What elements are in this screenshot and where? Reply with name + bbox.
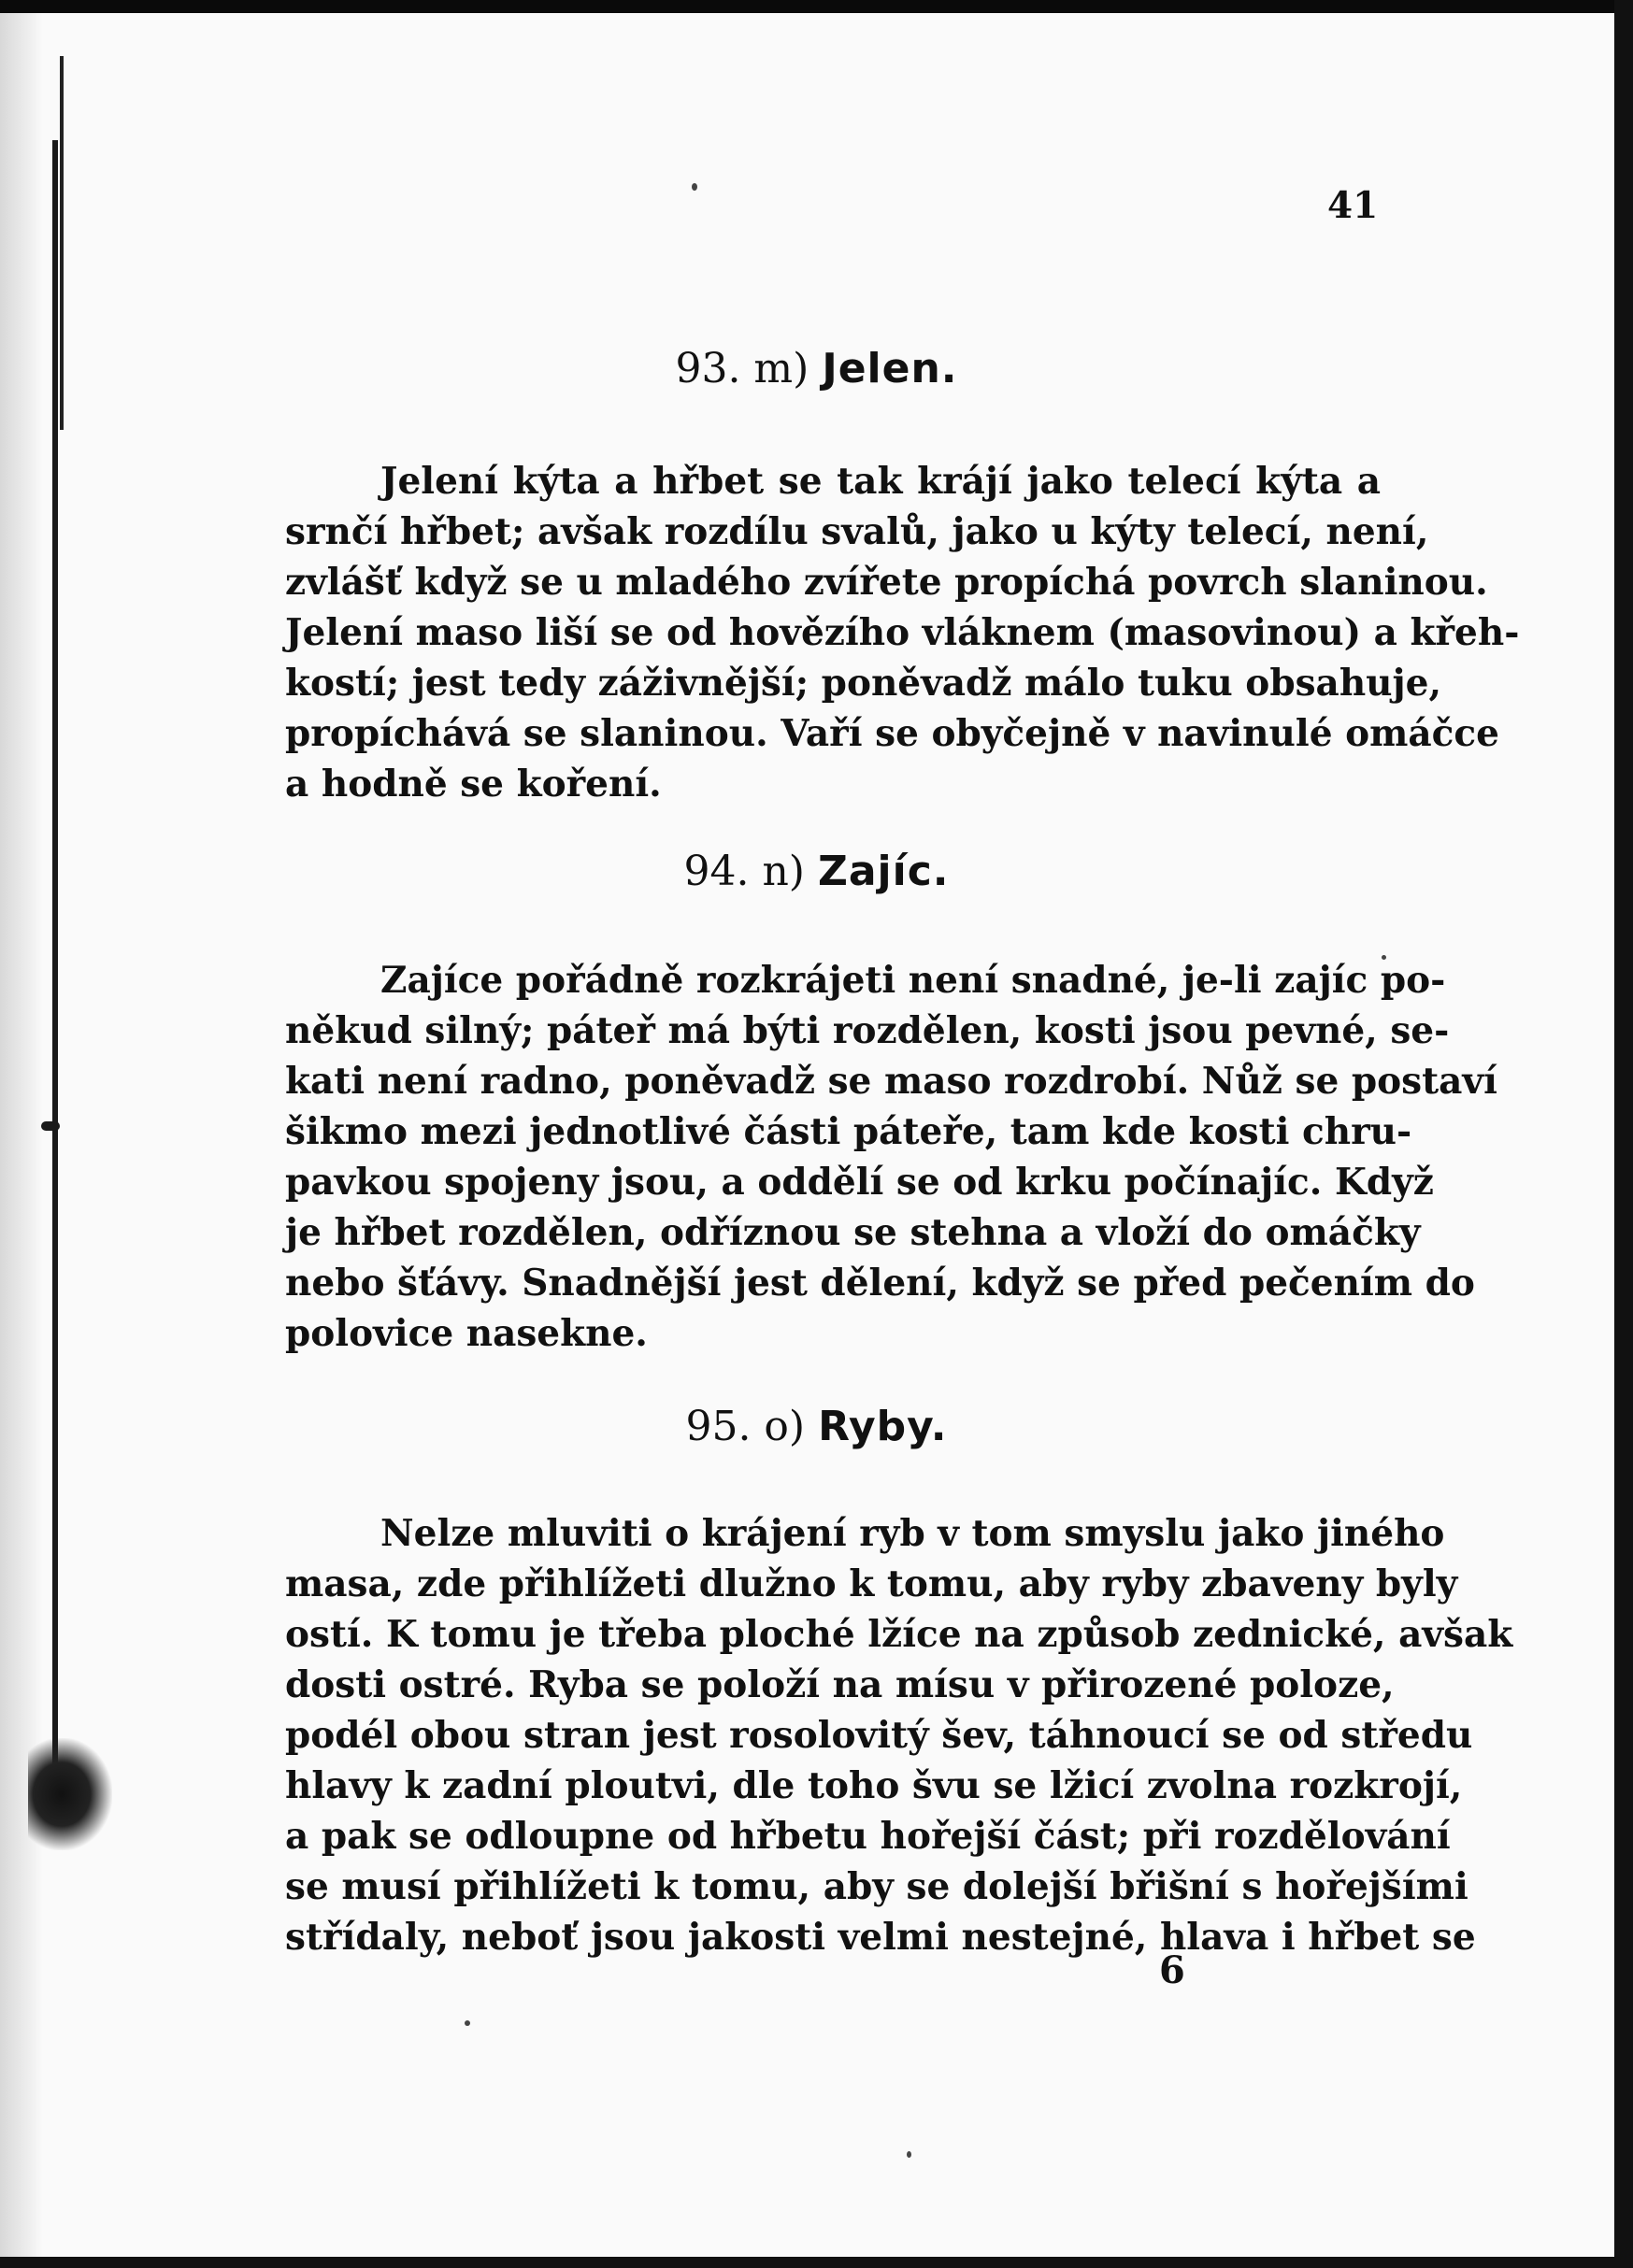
- paragraph-ryby: [285, 1508, 1513, 1962]
- text-line: Nelze mluviti o krájení ryb v tom smyslu jako jiného: [380, 1512, 1445, 1555]
- page-number: 41: [1327, 184, 1379, 227]
- text-line: ostí. K tomu je třeba ploché lžíce na způsob zednické, avšak: [285, 1613, 1513, 1656]
- scan-right-edge: [1614, 0, 1633, 2268]
- text-line: podél obou stran jest rosolovitý šev, táhnoucí se od středu: [285, 1714, 1473, 1757]
- section-number: 93. m): [675, 345, 809, 392]
- signature-mark: 6: [1159, 1948, 1185, 1992]
- binding-blot: [28, 1738, 112, 1850]
- section-title: Zajíc.: [817, 848, 950, 895]
- text-line: masa, zde přihlížeti dlužno k tomu, aby ryby zbaveny byly: [285, 1562, 1458, 1605]
- section-number: 94. n): [683, 848, 805, 895]
- text-line: kostí; jest tedy záživnější; poněvadž málo tuku obsahuje,: [285, 662, 1442, 705]
- scan-top-edge: [0, 0, 1633, 13]
- text-line: Zajíce pořádně rozkrájeti není snadné, je-li zajíc po-: [380, 959, 1446, 1002]
- text-line: zvlášť když se u mladého zvířete propíchá povrch slaninou.: [285, 561, 1488, 604]
- text-line: se musí přihlížeti k tomu, aby se dolejší břišní s hořejšími: [285, 1865, 1468, 1908]
- section-title: Ryby.: [818, 1403, 948, 1450]
- scan-speck: [907, 2151, 911, 2158]
- section-number: 95. o): [685, 1403, 806, 1450]
- section-heading-jelen: [0, 344, 1633, 394]
- text-line: srnčí hřbet; avšak rozdílu svalů, jako u kýty telecí, není,: [285, 510, 1429, 553]
- text-line: nebo šťávy. Snadnější jest dělení, když se před pečením do: [285, 1262, 1475, 1305]
- text-line: šikmo mezi jednotlivé části páteře, tam kde kosti chru-: [285, 1110, 1412, 1153]
- text-line: hlavy k zadní ploutvi, dle toho švu se lžicí zvolna rozkrojí,: [285, 1764, 1463, 1807]
- text-line: a hodně se koření.: [285, 763, 662, 806]
- text-line: dosti ostré. Ryba se položí na mísu v přirozené poloze,: [285, 1663, 1395, 1706]
- scan-left-edge: [0, 0, 43, 2268]
- text-line: někud silný; páteř má býti rozdělen, kosti jsou pevné, se-: [285, 1009, 1450, 1052]
- section-heading-ryby: [0, 1402, 1633, 1452]
- text-line: střídaly, neboť jsou jakosti velmi nestejné, hlava i hřbet se: [285, 1916, 1476, 1959]
- text-line: kati není radno, poněvadž se maso rozdrobí. Nůž se postaví: [285, 1060, 1497, 1103]
- text-line: Jelení kýta a hřbet se tak krájí jako telecí kýta a: [380, 460, 1381, 503]
- text-line: Jelení maso liší se od hovězího vláknem (masovinou) a křeh-: [285, 611, 1520, 654]
- scan-speck: [465, 2020, 470, 2026]
- text-line: pavkou spojeny jsou, a oddělí se od krku počínajíc. Když: [285, 1161, 1434, 1204]
- text-line: propíchává se slaninou. Vaří se obyčejně v navinulé omáčce: [285, 712, 1499, 755]
- scan-bottom-edge: [0, 2257, 1633, 2268]
- text-line: polovice nasekne.: [285, 1312, 648, 1355]
- paragraph-jelen: [285, 456, 1520, 809]
- paragraph-zajic: [285, 955, 1497, 1359]
- text-line: a pak se odloupne od hřbetu hořejší část; při rozdělování: [285, 1815, 1451, 1858]
- section-title: Jelen.: [822, 345, 958, 392]
- scan-speck: [692, 183, 697, 191]
- text-line: je hřbet rozdělen, odříznou se stehna a vloží do omáčky: [285, 1211, 1421, 1254]
- section-heading-zajic: [0, 847, 1633, 897]
- binding-mark: [41, 1121, 60, 1131]
